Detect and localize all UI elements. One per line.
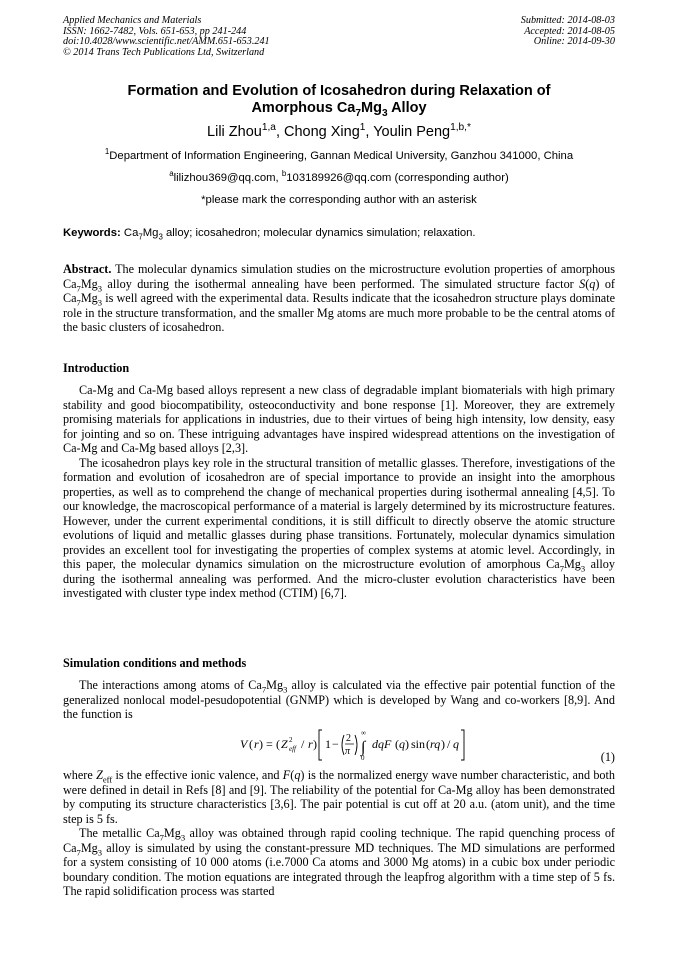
methods-text: The interactions among atoms of Ca	[79, 678, 262, 692]
title-sub: 7	[355, 107, 362, 119]
abstract-text: (	[585, 276, 590, 291]
methods-text: Mg	[80, 840, 98, 855]
abstract-sub: 7	[76, 297, 81, 308]
abstract-sub: 3	[97, 282, 103, 293]
methods-text: Mg	[266, 678, 284, 692]
affiliation-text: Department of Information Engineering, Gannan Medical University, Ganzhou 341000, China	[109, 150, 574, 162]
methods-text: (	[290, 768, 295, 782]
author-emails	[63, 169, 615, 185]
email-sup: a	[169, 169, 174, 179]
eq-sin: sin	[411, 737, 426, 751]
journal-copyright: © 2014 Trans Tech Publications Ltd, Switzerland	[63, 46, 265, 58]
journal-issn: ISSN: 1662-7482, Vols. 651-653, pp 241-244	[63, 25, 247, 37]
abstract	[63, 262, 615, 335]
email-sup: b	[281, 169, 287, 179]
eq-equals: =	[266, 737, 273, 751]
affiliation-sup: 1	[104, 147, 110, 157]
keywords-text: alloy; icosahedron; molecular dynamics simulation; relaxation.	[162, 227, 476, 239]
email-text: lilizhou369@qq.com,	[173, 172, 282, 184]
section-heading-introduction: Introduction	[63, 361, 130, 375]
methods-text: is the effective ionic valence, and	[112, 768, 283, 782]
keywords-text: Mg	[142, 227, 159, 239]
eq-paren: )	[313, 737, 317, 751]
eq-paren	[355, 735, 357, 755]
methods-math: Z	[96, 768, 103, 782]
intro-text: alloy during the isothermal annealing was performed. And the micro-cluster evolution characteristics have been investigated with cluster type index method (CTIM) [6,7].	[63, 557, 615, 600]
eq-sq: 2	[289, 736, 293, 744]
methods-sub: 3	[283, 684, 288, 695]
eq-dq: dqF	[372, 737, 392, 751]
affiliation	[63, 147, 615, 163]
author-name: Chong Xing	[284, 124, 360, 140]
equation-number: (1)	[600, 750, 615, 764]
keywords-text: Ca	[120, 227, 139, 239]
eq-z: Z	[281, 737, 288, 751]
abstract-text: Mg	[80, 291, 98, 305]
eq-one: 1	[325, 737, 331, 751]
corresponding-note: *please mark the corresponding author with an asterisk	[201, 194, 477, 206]
intro-paragraph-1: Ca-Mg and Ca-Mg based alloys represent a new class of degradable implant biomaterials with high primary stability and good biocompatibility, osteoconductivity and bone response [1]. Moreover, they are extremely promising materials for applications in industries, due to their virtues of being high intensity, low density, easy for jointing and so on. These intriguing advantages have inspired widespread attentions on the investigation of Ca-Mg and Ca-Mg based alloys [2,3].	[63, 383, 615, 455]
eq-integral: ∫	[361, 739, 366, 756]
methods-sub: 3	[180, 832, 186, 843]
eq-paren	[342, 735, 344, 755]
author-sup: 1	[359, 122, 366, 134]
author-sup: 1,a	[261, 122, 276, 134]
eq-bracket	[461, 730, 464, 760]
eq-paren: )	[405, 737, 409, 751]
abstract-sub: 7	[76, 282, 81, 293]
online-date: Online: 2014-09-30	[533, 36, 615, 48]
eq-infinity: ∞	[361, 729, 366, 737]
eq-zero: 0	[361, 754, 365, 762]
eq-paren: (	[276, 737, 280, 751]
eq-slash: /	[447, 737, 451, 751]
intro-sub: 7	[559, 563, 564, 574]
abstract-math: q	[589, 276, 596, 291]
paper-title	[63, 83, 615, 117]
accepted-date: Accepted: 2014-08-05	[524, 25, 615, 37]
methods-text: alloy is calculated via the effective pair potential function of the generalized nonlocal model-pesudopotential (GNMP) which is developed by Wang and co-workers [8,9]. And the function is	[63, 678, 615, 721]
introduction-body	[63, 383, 615, 601]
eq-pi: π	[345, 746, 351, 757]
intro-sub: 3	[580, 563, 586, 574]
dates-info	[521, 16, 615, 48]
journal-info	[63, 16, 270, 58]
methods-math: F	[282, 768, 291, 782]
methods-sub: 3	[97, 846, 103, 857]
eq-q: q	[399, 737, 405, 751]
section-heading-methods: Simulation conditions and methods	[63, 656, 247, 670]
eq-v: V	[240, 737, 248, 751]
email-text: 103189926@qq.com (corresponding author)	[286, 172, 509, 184]
methods-text: )	[300, 768, 305, 782]
methods-text: The metallic Ca	[79, 826, 160, 840]
methods-text: alloy was obtained through rapid cooling technique. The rapid quenching process of Ca	[63, 826, 615, 855]
keywords-label: Keywords:	[63, 227, 121, 239]
intro-paragraph-2	[63, 456, 615, 601]
methods-text: alloy is simulated by using the constant-pressure MD techniques. The MD simulations are performed for a system consisting of 10 000 atoms (i.e.7000 Ca atoms and 3000 Mg atoms) in a cubic box under periodic boundary condition. The motion equations are integrated through the leapfrog algorithm with a time step of 5 fs. The rapid solidification process was started	[63, 840, 615, 898]
abstract-sub: 3	[97, 297, 103, 308]
abstract-math: S	[579, 276, 586, 291]
title-text: Mg	[361, 100, 382, 116]
title-line-2	[63, 100, 615, 117]
intro-text: The icosahedron plays key role in the structural transition of metallic glasses. Therefore, investigations of the formation and evolution of icosahedron are of special importance to provide an insight into the amorphous properties, as well as to comprehend the change of mechanical properties during isothermal annealing [4,5]. To our knowledge, the macroscopical performance of a material is largely determined by its microstructure features. However, under the current experimental conditions, it is still difficult to directly observe the atomic structure evolutions of liquid and metallic glasses during phase transitions. Fortunately, molecular dynamics simulation provides an excellent tool for investigating the properties of complex systems at atomic level. Accordingly, in this paper, the molecular dynamics simulation on the microstructure evolution of amorphous Ca	[63, 455, 615, 571]
intro-text: Mg	[563, 557, 581, 571]
methods-text: Mg	[163, 826, 181, 840]
title-text: Amorphous Ca	[251, 100, 356, 116]
title-line-1: Formation and Evolution of Icosahedron during Relaxation of	[127, 83, 551, 99]
title-text: Alloy	[387, 100, 427, 116]
eq-two: 2	[346, 733, 351, 744]
author-list	[63, 124, 615, 141]
keywords-sub: 3	[158, 232, 163, 242]
author-separator: ,	[365, 124, 374, 140]
methods-text	[63, 678, 615, 722]
pair-potential-equation	[240, 727, 480, 763]
abstract-text: of Ca	[63, 276, 615, 305]
abstract-label: Abstract.	[63, 262, 112, 276]
eq-minus: −	[332, 737, 339, 751]
abstract-text: alloy during the isothermal annealing have been performed. The simulated structure factor	[102, 276, 580, 291]
methods-paragraph-1	[63, 678, 615, 722]
methods-sub: eff	[102, 774, 113, 785]
methods-text: is the normalized energy wave number characteristic, and both were defined in detail in Refs [8] and [9]. The reliability of the potential for Ca-Mg alloy has been demonstrated by computing its structure characteristics [3,6]. The pair potential is cut off at 20 a.u. (atom unit), and the time step is 5 fs.	[63, 768, 615, 826]
methods-math: q	[294, 768, 301, 782]
eq-bracket	[319, 730, 322, 760]
methods-sub: 7	[76, 846, 81, 857]
keywords	[63, 227, 615, 240]
abstract-text: )	[595, 276, 600, 291]
author-separator: ,	[275, 124, 284, 140]
author-name: Lili Zhou	[207, 124, 262, 140]
submitted-date: Submitted: 2014-08-03	[520, 15, 615, 26]
methods-text: where	[63, 768, 97, 782]
abstract-text: is well agreed with the experimental data. Results indicate that the icosahedron structure plays dominate role in the structure transformation, and the smaller Mg atoms are much more probable to be the central atoms of the basic clusters of icosahedron.	[63, 291, 615, 334]
eq-paren: )	[259, 737, 263, 751]
eq-r: r	[254, 737, 259, 751]
eq-rq: rq	[430, 737, 441, 751]
methods-text	[63, 768, 615, 826]
methods-sub: 7	[261, 684, 267, 695]
abstract-text: The molecular dynamics simulation studies on the microstructure evolution properties of amorphous Ca	[63, 262, 615, 291]
journal-doi: doi:10.4028/www.scientific.net/AMM.651-653.241	[63, 36, 270, 48]
abstract-paragraph	[63, 262, 615, 335]
eq-slash: /	[301, 737, 305, 751]
abstract-text: Mg	[80, 276, 98, 291]
eq-eff: eff	[289, 745, 296, 753]
eq-paren: (	[395, 737, 399, 751]
author-sup: 1,b,*	[450, 122, 471, 134]
title-sub: 3	[381, 107, 388, 119]
eq-paren: (	[249, 737, 253, 751]
eq-paren: (	[426, 737, 430, 751]
methods-paragraph-2	[63, 768, 615, 899]
eq-r: r	[308, 737, 313, 751]
eq-q: q	[453, 737, 459, 751]
journal-name: Applied Mechanics and Materials	[63, 15, 202, 26]
methods-text	[63, 826, 615, 899]
keywords-sub: 7	[138, 232, 143, 242]
eq-paren: )	[441, 737, 445, 751]
methods-sub: 7	[159, 832, 164, 843]
author-name: Youlin Peng	[373, 124, 451, 140]
